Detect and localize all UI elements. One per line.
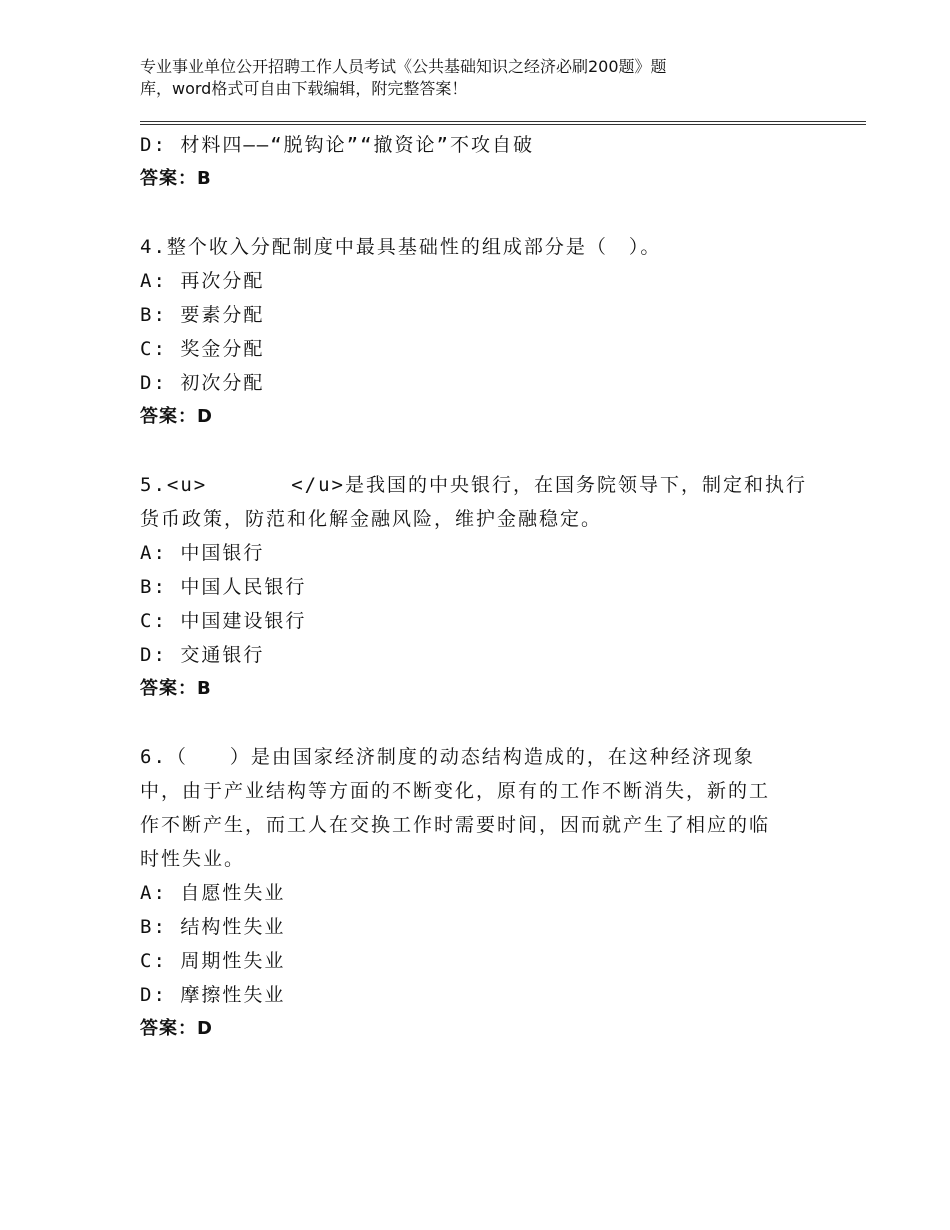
q5-option-a: A: 中国银行 [140, 542, 265, 564]
q6-answer: 答案：D [140, 1018, 213, 1039]
header-line-1: 专业事业单位公开招聘工作人员考试《公共基础知识之经济必刷200题》题 [140, 57, 667, 76]
q5-option-b: B: 中国人民银行 [140, 576, 307, 598]
q6-stem-line-1: 6.（ ）是由国家经济制度的动态结构造成的，在这种经济现象 [140, 746, 755, 768]
q4-answer: 答案：D [140, 406, 213, 427]
q4-option-c: C: 奖金分配 [140, 338, 265, 360]
question-3-tail [140, 128, 820, 196]
header-divider-bottom [140, 124, 866, 125]
q6-stem-line-3: 作不断产生，而工人在交换工作时需要时间，因而就产生了相应的临 [140, 814, 771, 836]
header-line-2: 库，word格式可自由下载编辑，附完整答案！ [140, 79, 468, 98]
spacer [140, 434, 820, 468]
q5-stem-line-1: 5.<u> </u>是我国的中央银行，在国务院领导下，制定和执行 [140, 474, 807, 496]
q5-option-c: C: 中国建设银行 [140, 610, 307, 632]
q3-answer: 答案：B [140, 168, 212, 189]
q4-option-a: A: 再次分配 [140, 270, 265, 292]
q5-answer: 答案：B [140, 678, 212, 699]
q6-option-b: B: 结构性失业 [140, 916, 286, 938]
document-header [140, 56, 780, 100]
header-divider-top [140, 121, 866, 122]
q6-option-c: C: 周期性失业 [140, 950, 286, 972]
q4-option-d: D: 初次分配 [140, 372, 265, 394]
spacer [140, 196, 820, 230]
q3-option-d: D: 材料四——“脱钩论”“撤资论”不攻自破 [140, 134, 534, 156]
spacer [140, 706, 820, 740]
question-6 [140, 740, 820, 1046]
q5-stem-line-2: 货币政策，防范和化解金融风险，维护金融稳定。 [140, 508, 603, 530]
q6-option-a: A: 自愿性失业 [140, 882, 286, 904]
question-5 [140, 468, 820, 706]
q4-option-b: B: 要素分配 [140, 304, 265, 326]
q6-stem-line-2: 中，由于产业结构等方面的不断变化，原有的工作不断消失，新的工 [140, 780, 771, 802]
q5-option-d: D: 交通银行 [140, 644, 265, 666]
question-4 [140, 230, 820, 434]
q6-option-d: D: 摩擦性失业 [140, 984, 286, 1006]
q4-stem: 4.整个收入分配制度中最具基础性的组成部分是（ ）。 [140, 236, 662, 258]
q6-stem-line-4: 时性失业。 [140, 848, 246, 870]
question-list [140, 128, 820, 1046]
